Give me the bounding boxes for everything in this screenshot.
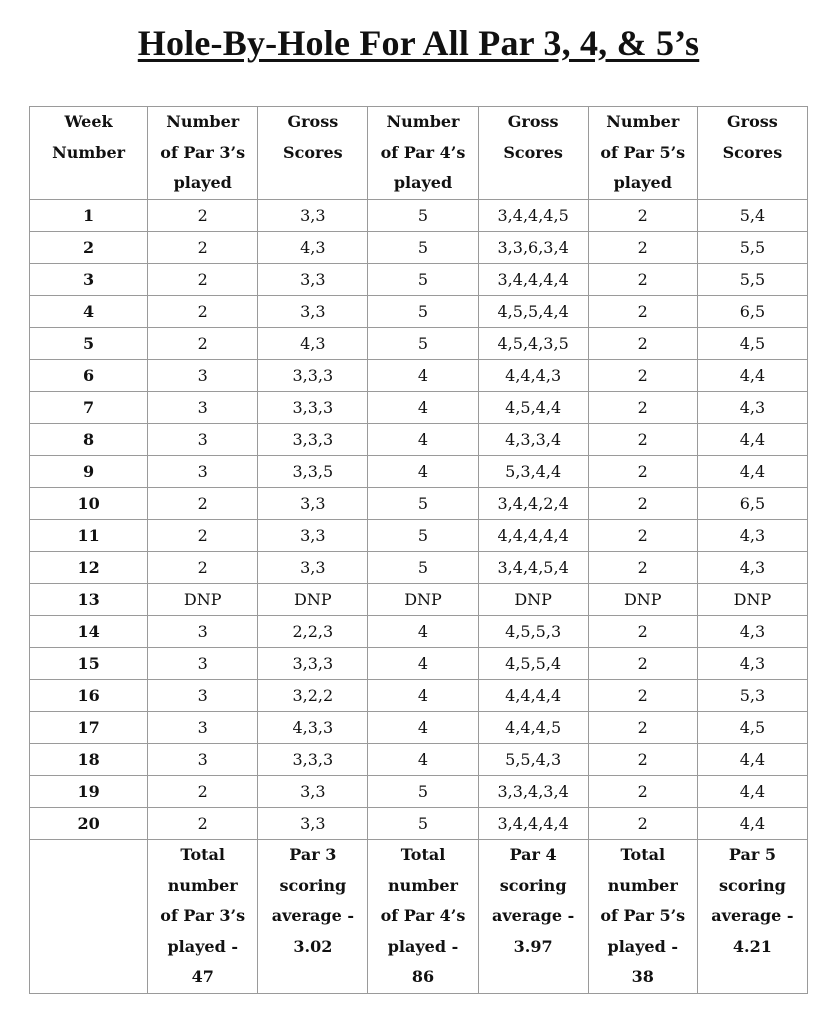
cell-par5-scores: 5,5 <box>697 232 807 264</box>
cell-par3-count: DNP <box>148 584 258 616</box>
cell-par5-count: 2 <box>588 648 697 680</box>
summary-line: Par 3 <box>289 845 337 864</box>
header-row <box>30 107 808 200</box>
header-line: Number <box>606 112 680 131</box>
summary-line: scoring <box>719 875 786 895</box>
cell-par4-count: 4 <box>368 712 478 744</box>
cell-par3-scores: 4,3,3 <box>258 712 368 744</box>
summary-line: number <box>387 875 458 895</box>
cell-par5-count: 2 <box>588 744 697 776</box>
cell-par5-count: 2 <box>588 520 697 552</box>
table-row <box>30 424 808 456</box>
table-row <box>30 744 808 776</box>
cell-par5-count: 2 <box>588 680 697 712</box>
cell-par5-count: 2 <box>588 264 697 296</box>
cell-par4-count: 4 <box>368 616 478 648</box>
cell-par5-scores: DNP <box>697 584 807 616</box>
cell-par5-scores: 5,4 <box>697 200 807 232</box>
header-line: played <box>393 173 453 192</box>
summary-line: Par 5 <box>728 845 776 864</box>
cell-par4-count: 5 <box>368 328 478 360</box>
summary-empty-cell <box>30 840 148 994</box>
table-row <box>30 328 808 360</box>
header-line: Week <box>64 112 113 131</box>
cell-par5-scores: 6,5 <box>697 296 807 328</box>
cell-par4-count: 4 <box>368 648 478 680</box>
cell-par4-count: 5 <box>368 808 478 840</box>
cell-par4-scores: 3,4,4,4,4 <box>478 808 588 840</box>
table-row <box>30 808 808 840</box>
summary-par5-total <box>588 840 697 994</box>
table-row <box>30 456 808 488</box>
cell-par4-scores: 4,5,5,4,4 <box>478 296 588 328</box>
cell-par4-count: 4 <box>368 392 478 424</box>
cell-par5-scores: 4,4 <box>697 776 807 808</box>
summary-line: scoring <box>499 875 567 895</box>
table-row <box>30 776 808 808</box>
cell-par3-scores: 3,3 <box>258 552 368 584</box>
cell-par5-scores: 4,3 <box>697 392 807 424</box>
cell-par5-scores: 5,3 <box>697 680 807 712</box>
cell-par4-scores: 3,4,4,2,4 <box>478 488 588 520</box>
cell-par3-scores: 3,3 <box>258 200 368 232</box>
cell-par3-scores: 3,3,5 <box>258 456 368 488</box>
cell-par5-count: 2 <box>588 328 697 360</box>
cell-par5-count: 2 <box>588 776 697 808</box>
cell-par4-scores: 3,3,4,3,4 <box>478 776 588 808</box>
header-line: of Par 3’s <box>160 142 246 162</box>
header-par3-scores <box>258 107 368 200</box>
cell-par4-count: 4 <box>368 680 478 712</box>
cell-par4-scores: 5,5,4,3 <box>478 744 588 776</box>
header-par5-scores <box>697 107 807 200</box>
summary-line: average - <box>492 906 575 925</box>
cell-par3-scores: 3,3,3 <box>258 360 368 392</box>
cell-par4-scores: 3,3,6,3,4 <box>478 232 588 264</box>
summary-par4-total <box>368 840 478 994</box>
cell-week-number: 7 <box>30 392 148 424</box>
summary-par3-average <box>258 840 368 994</box>
cell-week-number: 9 <box>30 456 148 488</box>
cell-par4-scores: DNP <box>478 584 588 616</box>
table-row <box>30 616 808 648</box>
header-line: Gross <box>727 112 778 131</box>
cell-par3-count: 2 <box>148 200 258 232</box>
cell-par5-scores: 4,4 <box>697 808 807 840</box>
cell-par3-count: 2 <box>148 264 258 296</box>
cell-par4-scores: 3,4,4,4,5 <box>478 200 588 232</box>
table-row <box>30 264 808 296</box>
cell-par5-count: 2 <box>588 392 697 424</box>
cell-par3-scores: 3,3 <box>258 488 368 520</box>
table-row <box>30 296 808 328</box>
summary-line: played - <box>607 936 679 956</box>
cell-par5-scores: 6,5 <box>697 488 807 520</box>
cell-par3-count: 2 <box>148 488 258 520</box>
hole-by-hole-table <box>29 106 808 994</box>
header-par3-count <box>148 107 258 200</box>
cell-par3-scores: 2,2,3 <box>258 616 368 648</box>
cell-par5-scores: 4,3 <box>697 648 807 680</box>
cell-week-number: 8 <box>30 424 148 456</box>
cell-week-number: 6 <box>30 360 148 392</box>
cell-par4-scores: 4,4,4,4,4 <box>478 520 588 552</box>
cell-par5-scores: 5,5 <box>697 264 807 296</box>
cell-par4-count: 5 <box>368 264 478 296</box>
cell-par3-count: 2 <box>148 808 258 840</box>
cell-par4-scores: 5,3,4,4 <box>478 456 588 488</box>
summary-line: played - <box>387 936 459 956</box>
summary-line: 3.97 <box>513 936 553 956</box>
cell-par5-scores: 4,3 <box>697 520 807 552</box>
cell-par5-count: 2 <box>588 456 697 488</box>
cell-week-number: 11 <box>30 520 148 552</box>
header-line: played <box>613 173 672 192</box>
summary-line: average - <box>271 906 354 925</box>
cell-par5-scores: 4,5 <box>697 712 807 744</box>
summary-line: 47 <box>191 967 214 986</box>
cell-par3-count: 3 <box>148 648 258 680</box>
cell-week-number: 12 <box>30 552 148 584</box>
cell-week-number: 10 <box>30 488 148 520</box>
cell-par3-count: 3 <box>148 744 258 776</box>
cell-par4-count: 4 <box>368 360 478 392</box>
cell-par4-scores: 3,4,4,4,4 <box>478 264 588 296</box>
cell-week-number: 1 <box>30 200 148 232</box>
header-line: Number <box>52 142 126 162</box>
header-line: of Par 4’s <box>380 142 466 162</box>
header-line: Number <box>166 112 240 131</box>
header-line: Scores <box>722 142 783 162</box>
summary-line: scoring <box>279 875 347 895</box>
cell-par5-count: DNP <box>588 584 697 616</box>
cell-par4-count: 4 <box>368 456 478 488</box>
cell-par4-scores: 4,4,4,4 <box>478 680 588 712</box>
table-row <box>30 360 808 392</box>
cell-par4-count: DNP <box>368 584 478 616</box>
summary-line: number <box>607 875 678 895</box>
cell-par5-count: 2 <box>588 712 697 744</box>
summary-line: number <box>167 875 238 895</box>
cell-par4-count: 4 <box>368 744 478 776</box>
cell-par3-scores: 3,3,3 <box>258 648 368 680</box>
cell-par3-count: 2 <box>148 328 258 360</box>
summary-line: of Par 4’s <box>380 906 466 925</box>
cell-par3-count: 2 <box>148 552 258 584</box>
cell-par3-count: 3 <box>148 424 258 456</box>
table-body <box>30 200 808 840</box>
header-line: Number <box>386 112 460 131</box>
summary-line: 86 <box>411 967 435 986</box>
summary-line: average - <box>711 906 794 925</box>
header-line: played <box>173 173 232 192</box>
cell-par4-scores: 4,5,4,3,5 <box>478 328 588 360</box>
summary-line: 38 <box>631 967 654 986</box>
cell-par3-scores: 3,3 <box>258 296 368 328</box>
header-line: Gross <box>507 112 559 131</box>
cell-par3-count: 3 <box>148 712 258 744</box>
cell-par5-count: 2 <box>588 424 697 456</box>
table-row <box>30 552 808 584</box>
cell-par4-scores: 4,4,4,5 <box>478 712 588 744</box>
table-row <box>30 680 808 712</box>
cell-week-number: 2 <box>30 232 148 264</box>
cell-par3-count: 2 <box>148 296 258 328</box>
cell-par5-count: 2 <box>588 200 697 232</box>
summary-line: 4.21 <box>732 936 772 956</box>
cell-par4-count: 5 <box>368 296 478 328</box>
cell-par5-scores: 4,4 <box>697 360 807 392</box>
cell-par5-scores: 4,5 <box>697 328 807 360</box>
summary-line: Total <box>620 845 666 864</box>
table-row <box>30 200 808 232</box>
cell-par4-count: 5 <box>368 200 478 232</box>
cell-par4-count: 5 <box>368 552 478 584</box>
cell-par5-scores: 4,3 <box>697 552 807 584</box>
cell-week-number: 14 <box>30 616 148 648</box>
cell-par3-count: 2 <box>148 776 258 808</box>
header-par4-count <box>368 107 478 200</box>
cell-par4-scores: 4,4,4,3 <box>478 360 588 392</box>
header-line: Gross <box>287 112 339 131</box>
cell-par3-scores: 3,3,3 <box>258 424 368 456</box>
cell-par3-count: 3 <box>148 456 258 488</box>
cell-par4-count: 4 <box>368 424 478 456</box>
summary-line: of Par 3’s <box>160 906 246 925</box>
cell-par3-scores: 3,3,3 <box>258 392 368 424</box>
cell-par4-scores: 4,5,4,4 <box>478 392 588 424</box>
cell-week-number: 19 <box>30 776 148 808</box>
cell-par4-scores: 4,5,5,3 <box>478 616 588 648</box>
table-row <box>30 584 808 616</box>
table-row <box>30 232 808 264</box>
summary-line: played - <box>167 936 238 956</box>
cell-par3-scores: 3,3 <box>258 808 368 840</box>
header-par5-count <box>588 107 697 200</box>
header-line: of Par 5’s <box>600 142 686 162</box>
summary-par4-average <box>478 840 588 994</box>
cell-par4-count: 5 <box>368 520 478 552</box>
cell-week-number: 20 <box>30 808 148 840</box>
cell-par5-scores: 4,4 <box>697 424 807 456</box>
cell-par3-scores: 3,3,3 <box>258 744 368 776</box>
cell-par3-count: 3 <box>148 680 258 712</box>
cell-week-number: 5 <box>30 328 148 360</box>
table-row <box>30 712 808 744</box>
table-row <box>30 392 808 424</box>
cell-week-number: 15 <box>30 648 148 680</box>
cell-par3-scores: 3,3 <box>258 520 368 552</box>
cell-par5-count: 2 <box>588 552 697 584</box>
summary-line: Par 4 <box>509 845 557 864</box>
cell-par3-scores: 3,3 <box>258 776 368 808</box>
cell-week-number: 3 <box>30 264 148 296</box>
cell-par3-count: 3 <box>148 616 258 648</box>
cell-week-number: 17 <box>30 712 148 744</box>
cell-par3-count: 3 <box>148 392 258 424</box>
cell-par5-count: 2 <box>588 808 697 840</box>
cell-week-number: 18 <box>30 744 148 776</box>
cell-par3-scores: 4,3 <box>258 328 368 360</box>
cell-par4-count: 5 <box>368 232 478 264</box>
summary-row <box>30 840 808 994</box>
cell-par3-scores: 3,2,2 <box>258 680 368 712</box>
cell-par5-count: 2 <box>588 232 697 264</box>
cell-par5-count: 2 <box>588 360 697 392</box>
page-title: Hole-By-Hole For All Par 3, 4, & 5’s <box>137 23 700 63</box>
header-par4-scores <box>478 107 588 200</box>
cell-par4-count: 5 <box>368 488 478 520</box>
cell-par5-count: 2 <box>588 616 697 648</box>
cell-par5-count: 2 <box>588 296 697 328</box>
cell-par3-count: 3 <box>148 360 258 392</box>
summary-par3-total <box>148 840 258 994</box>
cell-par3-count: 2 <box>148 232 258 264</box>
cell-par4-count: 5 <box>368 776 478 808</box>
summary-line: 3.02 <box>293 936 333 956</box>
summary-line: of Par 5’s <box>600 906 686 925</box>
cell-par4-scores: 4,3,3,4 <box>478 424 588 456</box>
cell-par5-scores: 4,4 <box>697 744 807 776</box>
table-row <box>30 488 808 520</box>
cell-par3-scores: 4,3 <box>258 232 368 264</box>
cell-par4-scores: 3,4,4,5,4 <box>478 552 588 584</box>
cell-par3-scores: DNP <box>258 584 368 616</box>
cell-par4-scores: 4,5,5,4 <box>478 648 588 680</box>
cell-par5-scores: 4,3 <box>697 616 807 648</box>
summary-line: Total <box>400 845 446 864</box>
summary-line: Total <box>180 845 225 864</box>
cell-week-number: 4 <box>30 296 148 328</box>
cell-par3-scores: 3,3 <box>258 264 368 296</box>
header-line: Scores <box>283 142 343 162</box>
cell-week-number: 16 <box>30 680 148 712</box>
summary-par5-average <box>697 840 807 994</box>
cell-par5-scores: 4,4 <box>697 456 807 488</box>
cell-week-number: 13 <box>30 584 148 616</box>
cell-par5-count: 2 <box>588 488 697 520</box>
table-row <box>30 648 808 680</box>
table-row <box>30 520 808 552</box>
header-line: Scores <box>503 142 563 162</box>
cell-par3-count: 2 <box>148 520 258 552</box>
header-week-number <box>30 107 148 200</box>
